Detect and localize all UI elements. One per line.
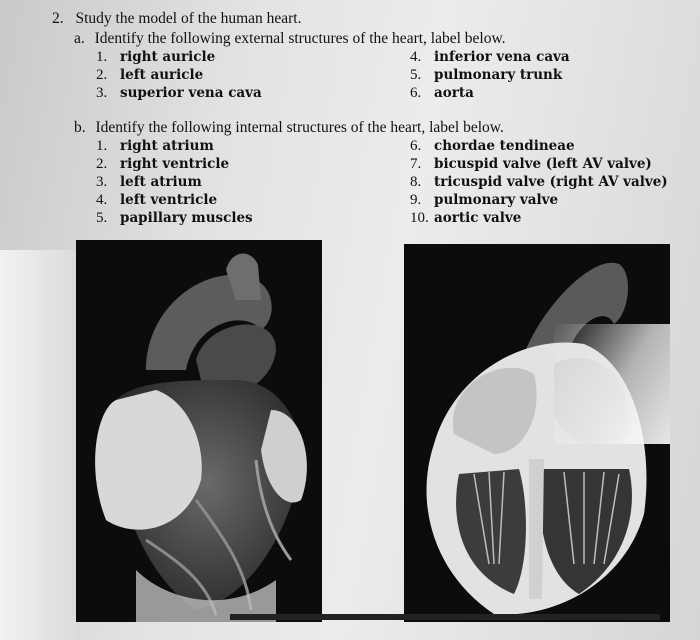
list-item: 9. pulmonary valve	[410, 192, 559, 208]
photo-glare-right	[554, 324, 670, 444]
part-a-letter: a.	[74, 30, 85, 47]
list-item: 8. tricuspid valve (right AV valve)	[410, 174, 668, 190]
list-item: 4. inferior vena cava	[410, 49, 570, 65]
heart-internal-photo	[404, 244, 670, 622]
heart-external-photo	[76, 240, 322, 622]
list-item: 4. left ventricle	[96, 192, 218, 208]
list-item: 6. chordae tendineae	[410, 138, 575, 154]
photo-glare-left	[0, 250, 80, 640]
question-text: Study the model of the human heart.	[75, 10, 302, 27]
question-number: 2.	[52, 10, 64, 27]
list-item: 2. left auricle	[96, 67, 204, 83]
page-bottom-bar	[230, 614, 660, 620]
part-a-instruction	[74, 30, 506, 48]
part-b-instruction	[74, 119, 504, 137]
list-item: 3. superior vena cava	[96, 85, 262, 101]
list-item: 5. pulmonary trunk	[410, 67, 563, 83]
heart-external-illustration	[76, 240, 322, 622]
list-item: 6. aorta	[410, 85, 474, 101]
list-item: 10. aortic valve	[410, 210, 522, 226]
part-a-instruction-text: Identify the following external structures of the heart, label below.	[94, 30, 506, 47]
part-b-instruction-text: Identify the following internal structures of the heart, label below.	[95, 119, 504, 136]
list-item: 5. papillary muscles	[96, 210, 253, 226]
list-item: 7. bicuspid valve (left AV valve)	[410, 156, 652, 172]
question-header	[52, 10, 302, 28]
list-item: 1. right atrium	[96, 138, 214, 154]
list-item: 2. right ventricle	[96, 156, 230, 172]
list-item: 1. right auricle	[96, 49, 216, 65]
list-item: 3. left atrium	[96, 174, 202, 190]
part-b-letter: b.	[74, 119, 86, 136]
